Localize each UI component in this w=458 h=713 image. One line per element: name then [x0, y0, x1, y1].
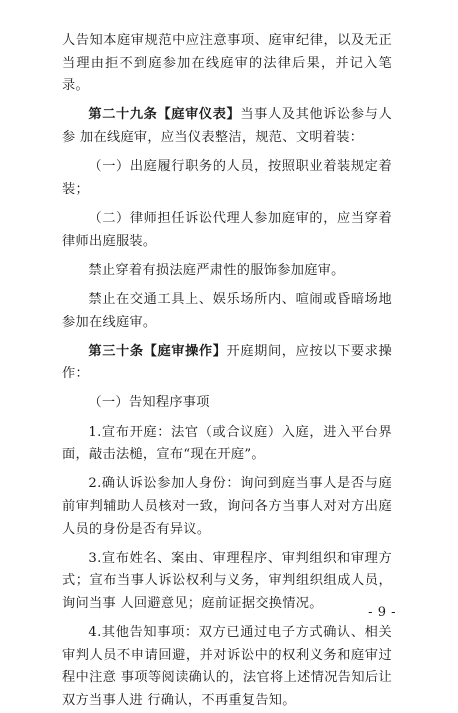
- paragraph-1: [62, 30, 392, 98]
- paragraph-text: （二）律师担任诉讼代理人参加庭审的，应当穿着律师出庭服装。: [62, 210, 392, 249]
- list-item-2: [62, 208, 392, 253]
- paragraph-text: 人告知本庭审规范中应注意事项、庭审纪律，以及无正当理由拒不到庭参加在线庭审的法律后果，并记入笔录。: [62, 33, 392, 94]
- article-30-heading-paragraph: [62, 341, 392, 386]
- prohibition-paragraph-2: [62, 289, 392, 334]
- paragraph-text: （一）出庭履行职务的人员，按照职业着装规定着装；: [62, 159, 392, 197]
- section-heading: [62, 392, 392, 415]
- step-3-paragraph: [62, 548, 392, 616]
- paragraph-text: 开庭期间，应按以下要求操作：: [62, 343, 392, 382]
- paragraph-text: （一）告知程序事项: [88, 395, 210, 411]
- page-number: - 9 -: [368, 605, 396, 620]
- paragraph-text: 1.宣布开庭：法官（或合议庭）入庭，进入平台界面，敲击法槌，宣布“现在开庭”。: [62, 424, 392, 463]
- step-4-paragraph: [62, 622, 392, 712]
- paragraph-text: 2.确认诉讼参加人身份：询问到庭当事人是否与庭前审判辅助人员核对一致，询问各方当事人对对方出庭人员的身份是否有异议。: [62, 476, 392, 537]
- step-2-paragraph: [62, 473, 392, 541]
- article-title: 第三十条【庭审操作】: [88, 343, 227, 359]
- step-1-paragraph: [62, 422, 392, 467]
- article-title: 第二十九条【庭审仪表】: [88, 107, 241, 123]
- prohibition-paragraph-1: [62, 260, 392, 283]
- paragraph-text: 当事人及其他诉讼参与人参 加在线庭审，应当仪表整洁，规范、文明着装：: [62, 107, 392, 145]
- paragraph-text: 4.其他告知事项：双方已通过电子方式确认、相关审判人员不申请回避，并对诉讼中的权利义务和庭审过程中注意 事项等阅读确认的，法官将上述情况告知后让双方当事人进 行确认，不再重复告知。: [62, 625, 392, 708]
- list-item-1: [62, 156, 392, 201]
- paragraph-text: 3.宣布姓名、案由、审理程序、审判组织和审理方式；宣布当事人诉讼权利与义务，审判组织组成人员，询问当事 人回避意见；庭前证据交换情况。: [62, 550, 392, 611]
- article-29-heading-paragraph: [62, 104, 392, 149]
- paragraph-text: 禁止穿着有损法庭严肃性的服饰参加庭审。: [88, 262, 345, 278]
- paragraph-text: 禁止在交通工具上、娱乐场所内、喧闹或昏暗场地参加在线庭审。: [62, 291, 392, 330]
